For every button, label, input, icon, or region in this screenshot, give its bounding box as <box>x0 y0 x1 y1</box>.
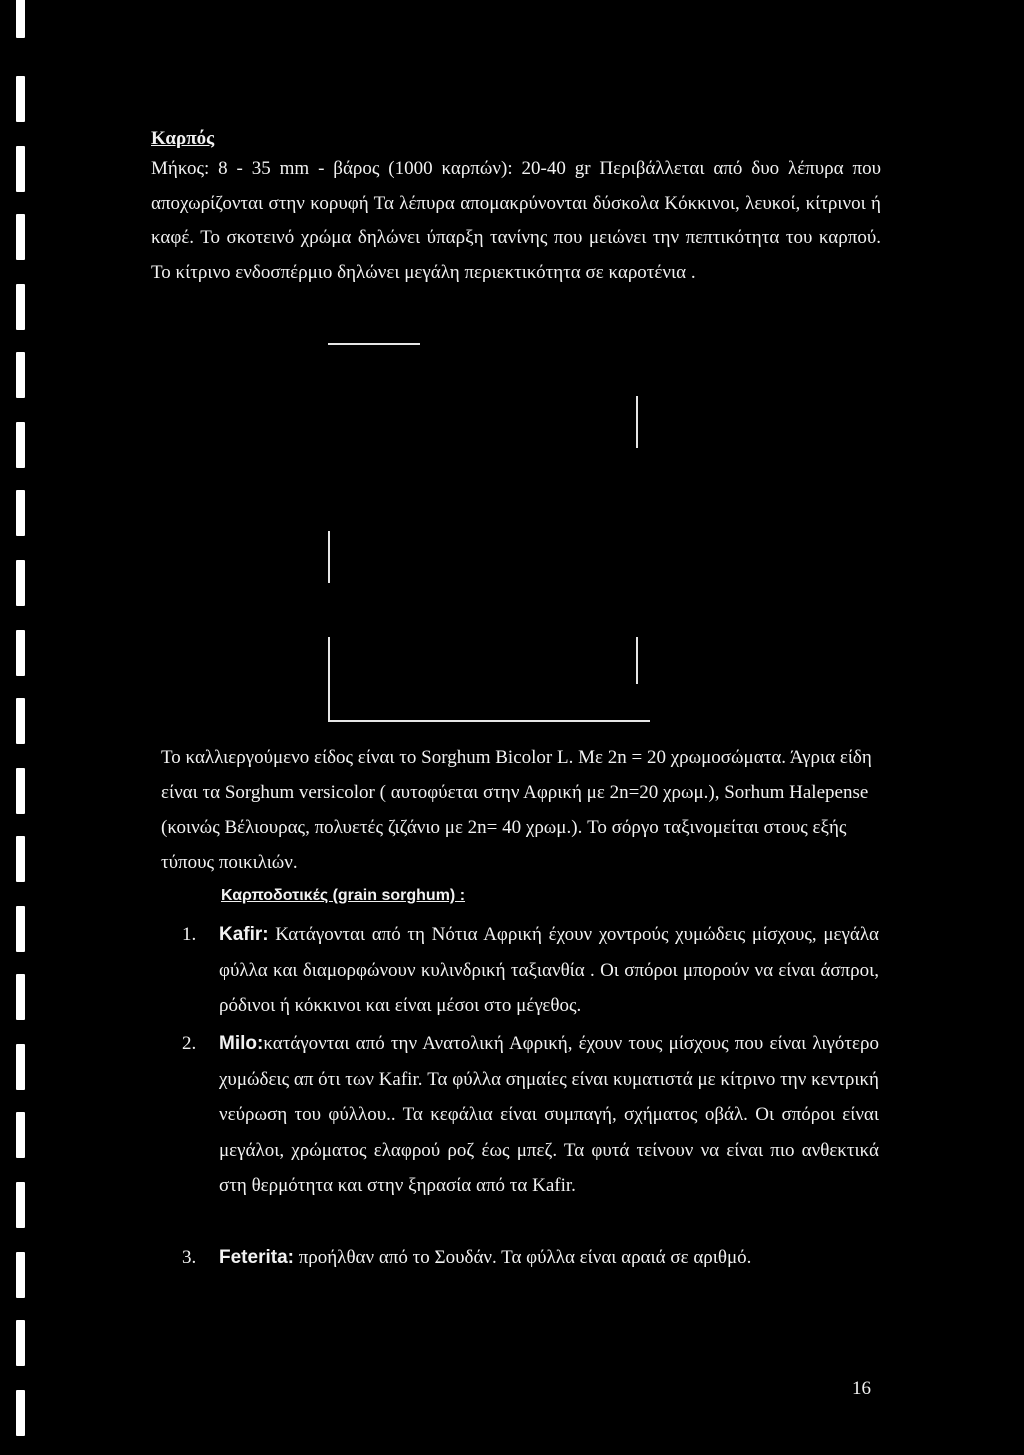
sprocket-hole <box>16 768 25 814</box>
sprocket-hole <box>16 1182 25 1228</box>
list-subheading: Καρποδοτικές (grain sorghum) : <box>221 887 466 904</box>
list-term: Kafir: <box>219 924 269 945</box>
sprocket-hole <box>16 1112 25 1158</box>
list-text <box>219 1026 879 1204</box>
paragraph-species: Το καλλιεργούμενο είδος είναι το Sorghum Bicolor L. Με 2n = 20 χρωμοσώματα. Άγρια είδη είναι τα Sorghum versicolor ( αυτοφύεται στην Αφρική με 2n=20 χρωμ.), Sorhum Halepense (κοινώς Βέλιουρας, πολυετές ζιζάνιο με 2n= 40 χρωμ.). Το σόργο ταξινομείται στους εξής τύπους ποικιλιών. <box>161 747 872 873</box>
list-description: Κατάγονται από τη Νότια Αφρική έχουν χοντρούς χυμώδεις μίσχους, μεγάλα φύλλα και διαμορφώνουν κυλινδρική ταξιανθία . Οι σπόροι μπορούν να είναι άσπροι, ρόδινοι ή κόκκινοι και είναι μέσοι στο μέγεθος. <box>219 924 879 1016</box>
sprocket-hole <box>16 698 25 744</box>
sprocket-hole <box>16 1390 25 1436</box>
sprocket-hole <box>16 836 25 882</box>
sprocket-hole <box>16 1320 25 1366</box>
paragraph-fruit: Μήκος: 8 - 35 mm - βάρος (1000 καρπών): 20-40 gr Περιβάλλεται από δυο λέπυρα που αποχωρίζονται στην κορυφή Τα λέπυρα απομακρύνονται δύσκολα Κόκκινοι, λευκοί, κίτρινοι ή καφέ. Το σκοτεινό χρώμα δηλώνει ύπαρξη τανίνης που μειώνει την πεπτικότητα του καρπού. Το κίτρινο ενδοσπέρμιο δηλώνει μεγάλη περιεκτικότητα σε καροτένια . <box>151 158 881 283</box>
frame-line <box>328 637 330 722</box>
page-number: 16 <box>852 1378 871 1399</box>
sprocket-hole <box>16 214 25 260</box>
frame-line <box>636 396 638 448</box>
sprocket-hole <box>16 630 25 676</box>
list-term: Milo: <box>219 1033 264 1054</box>
sprocket-hole <box>16 1252 25 1298</box>
list-number: 1. <box>182 924 197 945</box>
sprocket-hole <box>16 146 25 192</box>
frame-line <box>328 531 330 583</box>
section-heading: Καρπός <box>151 128 215 149</box>
sprocket-hole <box>16 352 25 398</box>
frame-line <box>636 637 638 684</box>
sprocket-hole <box>16 284 25 330</box>
list-description: κατάγονται από την Ανατολική Αφρική, έχουν τους μίσχους που είναι λιγότερο χυμώδεις απ ότι των Kafir. Τα φύλλα σημαίες είναι κυματιστά με κίτρινο την κεντρική νεύρωση του φύλλου.. Τα κεφάλια είναι συμπαγή, σχήματος οβάλ. Οι σπόροι είναι μεγάλοι, χρώματος ελαφρού ροζ έως μπεζ. Τα φυτά τείνουν να είναι πιο ανθεκτικά στη θερμότητα και στην ξηρασία από τα Kafir. <box>219 1033 879 1196</box>
sprocket-hole <box>16 76 25 122</box>
sprocket-hole <box>16 974 25 1020</box>
list-number: 3. <box>182 1247 197 1268</box>
list-number: 2. <box>182 1033 197 1054</box>
frame-line <box>328 720 650 722</box>
sprocket-hole <box>16 422 25 468</box>
list-description: προήλθαν από το Σουδάν. Τα φύλλα είναι αραιά σε αριθμό. <box>293 1247 752 1268</box>
sprocket-hole <box>16 490 25 536</box>
list-item <box>182 917 882 1027</box>
list-term: Feterita: <box>219 1247 294 1268</box>
frame-line <box>328 343 420 345</box>
sprocket-hole <box>16 906 25 952</box>
sprocket-hole <box>16 0 25 38</box>
list-item <box>182 1026 882 1246</box>
list-text <box>219 1240 879 1276</box>
list-text <box>219 917 879 1024</box>
list-item <box>182 1240 882 1280</box>
sprocket-hole <box>16 560 25 606</box>
sprocket-hole <box>16 1044 25 1090</box>
